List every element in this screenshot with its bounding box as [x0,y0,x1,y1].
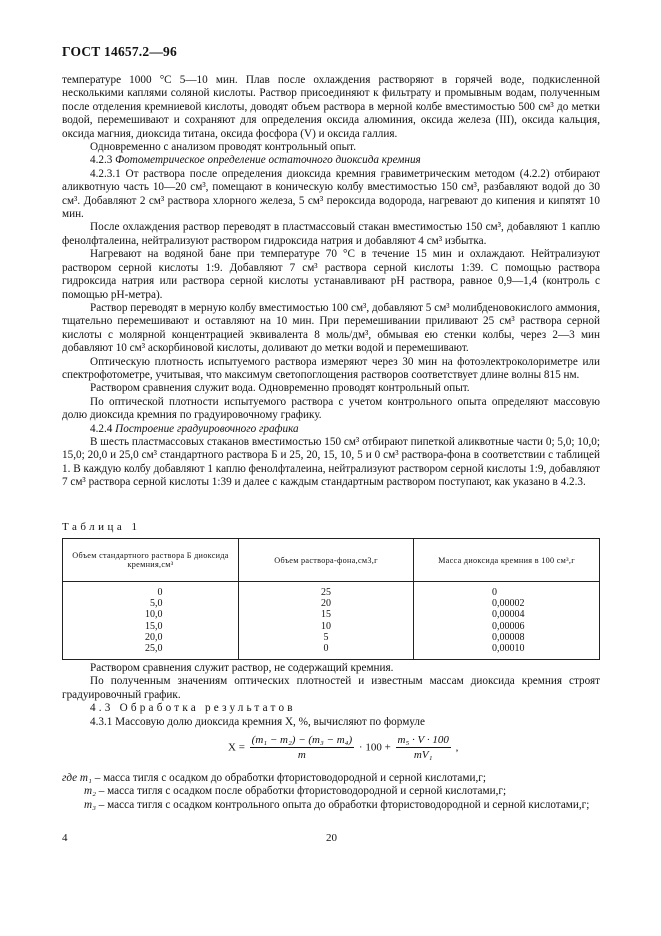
cell-value: 15,0 [145,620,163,632]
cell-value: 10,0 [145,609,163,621]
table-cell [63,621,239,632]
formula [228,734,458,774]
paragraph: Раствор переводят в мерную колбу вместимостью 100 см³, добавляют 5 см³ молибденовокислого аммония, тщательно перемешивают и оставляют на 10 мин. При перемешивании приливают 25 см³ раствора серной кислоты с молярной концентрацией эквивалента 8 моль/дм³, обмывая ею стенки колбы, через 2—3 мин добавляют 10 см³ аскорбиновой кислоты, доливают до метки водой и перемешивают. [62,301,600,355]
cell-value: 20,0 [145,631,163,643]
table-row [63,609,600,620]
body-text [62,74,600,490]
cell-value: 25,0 [145,643,163,655]
cell-value: 0,00010 [492,643,525,655]
table-row [63,621,600,632]
section-number: 4.2.3 [90,154,113,167]
cell-value: 20 [321,598,332,610]
table-cell [414,621,600,632]
body-text-after-table [62,662,600,729]
section-title: Построение градуировочного графика [115,422,299,435]
cell-value: 25 [321,587,332,598]
cell-value: 10 [321,620,332,632]
table-row [63,582,600,599]
section-number: 4.2.4 [90,422,113,435]
cell-value: 0,00002 [492,598,525,610]
table-cell [63,609,239,620]
paragraph: 4.3.1 Массовую долю диоксида кремния X, %, вычисляют по формуле [90,715,425,728]
page-number-left: 4 [62,832,68,844]
paragraph: В шесть пластмассовых стаканов вместимостью 150 см³ отбирают пипеткой аликвотные части 0; 5,0; 10,0; 15,0; 20,0 и 25,0 см³ стандартного раствора Б и 25, 20, 15, 10, 5 и 0 см³ раствора-фона в соответствии с таблицей 1. В каждую колбу добавляют 1 каплю фенолфталеина, нейтрализуют раствором серной кислоты 1:9, добавляют 7 см³ раствора серной кислоты 1:39 и далее с каждым стандартным раствором поступают, как указано в 4.2.3. [62,435,600,489]
paragraph: Раствором сравнения служит раствор, не содержащий кремния. [90,662,394,674]
table-header-cell: Масса диоксида кремния в 100 см³,г [414,539,600,582]
table-header-cell: Объем раствора-фона,см3,г [239,539,414,582]
definition-text: – масса тигля с осадком после обработки фтористоводородной и серной кислотами,г; [98,785,507,798]
table-cell [414,598,600,609]
definition-symbol: m₃ [84,798,96,811]
formula-end: , [455,741,459,754]
definition-text: – масса тигля с осадком контрольного опыта до обработки фтористоводородной и серной кислотами,г; [98,798,590,811]
definitions [62,772,600,812]
table-cell [239,621,414,632]
formula-numerator-2: m₅ · V · 100 [397,734,449,746]
paragraph: По полученным значениям оптических плотностей и известным массам диоксида кремния строят градуировочный график. [62,675,600,701]
cell-value: 0 [492,587,498,598]
table-cell [63,598,239,609]
cell-value: 5 [323,631,329,643]
table-cell [414,643,600,660]
table-cell [239,598,414,609]
cell-value: 0,00006 [492,620,525,632]
paragraph [62,154,600,167]
table-cell [239,609,414,620]
table-caption: Таблица 1 [62,521,141,533]
paragraph: Одновременно с анализом проводят контрольный опыт. [90,141,357,154]
document-header: ГОСТ 14657.2—96 [62,44,177,59]
table-cell [239,643,414,660]
definition-text: – масса тигля с осадком до обработки фтористоводородной и серной кислотами,г; [94,772,486,784]
definition-symbol: где m₁ [62,772,92,784]
table-cell [414,582,600,599]
paragraph: Нагревают на водяной бане при температуре 70 °С в течение 15 мин и охлаждают. Нейтрализуют раствором серной кислоты 1:9. Добавляют 7 см³ раствора серной кислоты 1:39. С помощью раствора гидроксида натрия или раствора серной кислоты устанавливают рН раствора, равное 0,9—1,4 (контроль с помощью рН-метра). [62,248,600,301]
definition-item [62,799,600,812]
cell-value: 5,0 [150,598,163,610]
cell-value: 0 [323,643,329,655]
table-cell [414,609,600,620]
table-header-cell: Объем стандартного раствора Б диоксида кремния,см³ [63,539,239,582]
paragraph: После охлаждения раствор переводят в пластмассовый стакан вместимостью 150 см³, добавляют 1 каплю фенолфталеина, нейтрализуют раствором гидроксида натрия и добавляют 4 см³ избытка. [62,221,600,247]
table-cell [414,632,600,643]
table-row [63,643,600,660]
paragraph: Раствором сравнения служит вода. Одновременно проводят контрольный опыт. [90,382,470,395]
formula-denominator-1: m [297,749,306,761]
cell-value: 0,00008 [492,631,525,643]
definition-item [62,772,600,785]
cell-value: 0,00004 [492,609,525,621]
table-cell [63,643,239,660]
formula-numerator-1: (m₁ − m₂) − (m₃ − m₄) [251,734,353,746]
section-title: Фотометрическое определение остаточного диоксида кремния [115,154,421,167]
formula-denominator-2: mV₁ [413,749,433,761]
table-cell [239,632,414,643]
paragraph: 4.3 Обработка результатов [90,702,296,715]
formula-middle: · 100 + [358,741,391,754]
definition-symbol: m₂ [84,785,96,798]
paragraph: температуре 1000 °С 5—10 мин. Плав после охлаждения растворяют в горячей воде, подкисленной несколькими каплями соляной кислоты. Раствор присоединяют к фильтрату и промывным водам, полученным после отделения кремниевой кислоты, доводят объем раствора в мерной колбе вместимостью 500 см³ до метки водой, перемешивают и сохраняют для определения оксида алюминия, оксида железа (III), оксида кальция, оксида магния, диоксида титана, оксида фосфора (V) и оксида галлия. [62,74,600,140]
paragraph: По оптической плотности испытуемого раствора с учетом контрольного опыта определяют массовую долю диоксида кремния по градуировочному графику. [62,395,600,422]
table-row [63,598,600,609]
paragraph: Оптическую плотность испытуемого раствора измеряют через 30 мин на фотоэлектроколориметре или спектрофотометре, учитывая, что максимум светопоглощения растворов соответствует длине волны 815 нм. [62,355,600,381]
table-cell [239,582,414,599]
paragraph: 4.2.3.1 От раствора после определения диоксида кремния гравиметрическим методом (4.2.2) отбирают аликвотную часть 10—20 см³, помещают в коническую колбу вместимостью 150 см³, разбавляют водой до 30 см³. Добавляют 2 см³ раствора хлорного железа, 5 см³ пероксида водорода, нагревают до кипения и кипятят 10 мин. [62,167,600,221]
definition-item [62,785,600,798]
table-1 [62,538,600,660]
page-number-center: 20 [326,832,337,844]
table-cell [63,632,239,643]
paragraph [62,423,600,436]
table-cell [63,582,239,599]
table-row [63,632,600,643]
formula-fraction-2 [396,734,451,761]
formula-lhs: X = [228,741,245,754]
cell-value: 15 [321,609,332,621]
cell-value: 0 [157,587,163,598]
formula-fraction-1 [250,734,355,761]
